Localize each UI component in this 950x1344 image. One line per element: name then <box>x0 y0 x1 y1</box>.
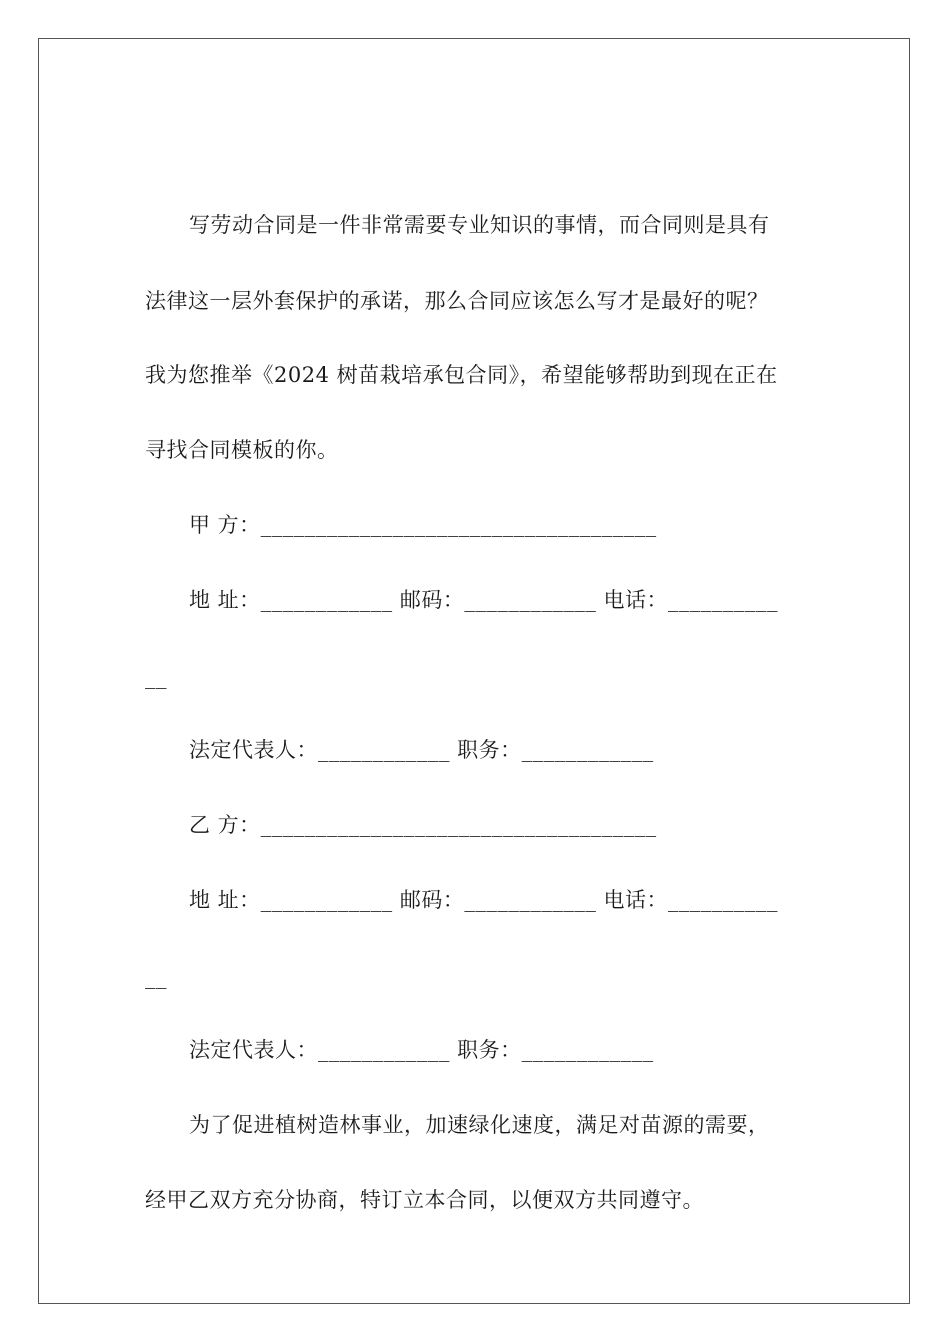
purpose-line-1: 为了促进植树造林事业，加速绿化速度，满足对苗源的需要， <box>189 1113 770 1137</box>
intro-line-2: 法律这一层外套保护的承诺，那么合同应该怎么写才是最好的呢？ <box>145 289 769 313</box>
party-b-representative: 法定代表人：____________ 职务：____________ <box>189 1038 654 1062</box>
party-a-name: 甲 方：____________________________________ <box>189 513 657 537</box>
party-b-address-wrap: __ <box>145 965 167 989</box>
intro-line-4: 寻找合同模板的你。 <box>145 438 339 462</box>
intro-line-3: 我为您推举《2024 树苗栽培承包合同》，希望能够帮助到现在正在 <box>145 363 778 387</box>
intro-line-1: 写劳动合同是一件非常需要专业知识的事情，而合同则是具有 <box>189 213 770 237</box>
party-a-address-wrap: __ <box>145 665 167 689</box>
party-b-address: 地 址：____________ 邮码：____________ 电话：__________ <box>189 888 779 912</box>
purpose-line-2: 经甲乙双方充分协商，特订立本合同，以便双方共同遵守。 <box>145 1188 704 1212</box>
party-b-name: 乙 方：____________________________________ <box>189 813 657 837</box>
party-a-representative: 法定代表人：____________ 职务：____________ <box>189 738 654 762</box>
party-a-address: 地 址：____________ 邮码：____________ 电话：__________ <box>189 588 779 612</box>
